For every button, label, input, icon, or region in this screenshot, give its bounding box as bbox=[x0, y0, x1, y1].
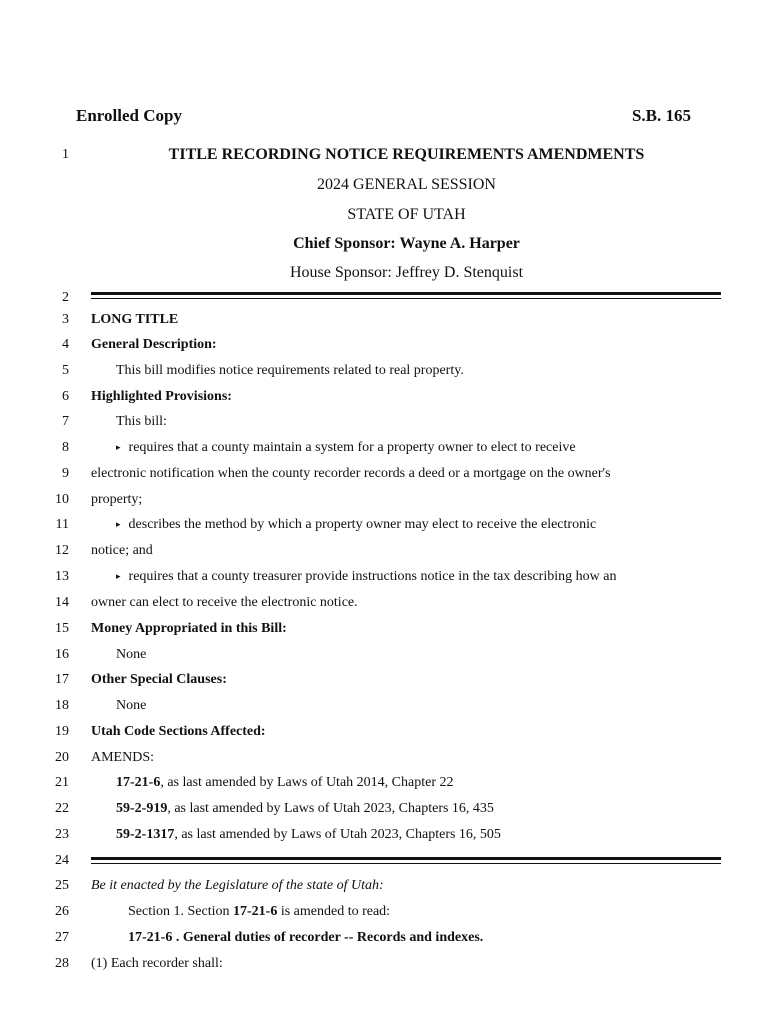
section-1-prefix: Section 1. Section bbox=[128, 904, 233, 919]
line-number: 13 bbox=[55, 569, 69, 584]
line-number: 2 bbox=[62, 290, 69, 305]
line-number: 9 bbox=[62, 466, 69, 481]
line-number: 16 bbox=[55, 647, 69, 662]
header-enrolled-copy: Enrolled Copy bbox=[76, 106, 182, 125]
section-1-suffix: is amended to read: bbox=[277, 904, 391, 919]
line-number: 17 bbox=[55, 672, 69, 687]
code-section-2 bbox=[116, 801, 494, 817]
provision-text: owner can elect to receive the electronic notice. bbox=[91, 595, 358, 610]
chief-sponsor: Chief Sponsor: Wayne A. Harper bbox=[293, 235, 520, 252]
line-number: 26 bbox=[55, 904, 69, 919]
provision-bullet-2-text: describes the method by which a property owner may elect to receive the electronic bbox=[128, 517, 597, 532]
divider-rule-bottom bbox=[91, 857, 721, 864]
code-section-2-number: 59-2-919 bbox=[116, 801, 168, 816]
code-section-1-text: , as last amended by Laws of Utah 2014, Chapter 22 bbox=[160, 775, 454, 790]
line-number: 8 bbox=[62, 440, 69, 455]
highlighted-provisions-heading: Highlighted Provisions: bbox=[91, 389, 232, 404]
general-description-heading: General Description: bbox=[91, 337, 217, 352]
section-1-code: 17-21-6 bbox=[233, 904, 278, 919]
code-section-3-text: , as last amended by Laws of Utah 2023, Chapters 16, 505 bbox=[174, 827, 501, 842]
line-number: 15 bbox=[55, 621, 69, 636]
section-heading: 17-21-6 . General duties of recorder -- Records and indexes. bbox=[128, 930, 484, 945]
code-section-2-text: , as last amended by Laws of Utah 2023, Chapters 16, 435 bbox=[167, 801, 494, 816]
line-number: 25 bbox=[55, 878, 69, 893]
line-number: 24 bbox=[55, 853, 69, 868]
line-number: 28 bbox=[55, 956, 69, 971]
code-section-3-number: 59-2-1317 bbox=[116, 827, 175, 842]
provision-bullet-1-text: requires that a county maintain a system for a property owner to elect to receive bbox=[128, 440, 576, 455]
line-number: 5 bbox=[62, 363, 69, 378]
provision-text: notice; and bbox=[91, 543, 153, 558]
code-sections-heading: Utah Code Sections Affected: bbox=[91, 724, 266, 739]
money-appropriated-value: None bbox=[116, 647, 147, 662]
provision-text: electronic notification when the county recorder records a deed or a mortgage on the owner's bbox=[91, 466, 611, 481]
money-appropriated-heading: Money Appropriated in this Bill: bbox=[91, 621, 287, 636]
line-number: 10 bbox=[55, 492, 69, 507]
line-number: 23 bbox=[55, 827, 69, 842]
header-bill-number: S.B. 165 bbox=[631, 106, 691, 125]
triangle-bullet-icon: ▸ bbox=[116, 519, 121, 529]
line-number: 18 bbox=[55, 698, 69, 713]
house-sponsor: House Sponsor: Jeffrey D. Stenquist bbox=[289, 264, 524, 281]
triangle-bullet-icon: ▸ bbox=[116, 442, 121, 452]
line-number: 22 bbox=[55, 801, 69, 816]
long-title-heading: LONG TITLE bbox=[91, 312, 179, 327]
line-number: 14 bbox=[55, 595, 69, 610]
special-clauses-heading: Other Special Clauses: bbox=[91, 672, 227, 687]
line-number: 27 bbox=[55, 930, 69, 945]
provision-bullet-3 bbox=[116, 569, 616, 585]
state-label: STATE OF UTAH bbox=[347, 206, 466, 223]
code-section-3 bbox=[116, 827, 501, 843]
line-number: 21 bbox=[55, 775, 69, 790]
provision-text: property; bbox=[91, 492, 143, 507]
amends-label: AMENDS: bbox=[91, 750, 155, 765]
line-number: 1 bbox=[62, 147, 69, 162]
line-number: 6 bbox=[62, 389, 69, 404]
subsection-1: (1) Each recorder shall: bbox=[91, 956, 223, 971]
provision-bullet-1 bbox=[116, 440, 576, 456]
enacting-clause: Be it enacted by the Legislature of the state of Utah: bbox=[91, 878, 384, 893]
divider-rule-top bbox=[91, 292, 721, 299]
special-clauses-value: None bbox=[116, 698, 147, 713]
line-number: 7 bbox=[62, 414, 69, 429]
this-bill-text: This bill: bbox=[116, 414, 167, 429]
session-label: 2024 GENERAL SESSION bbox=[317, 176, 496, 193]
line-number: 20 bbox=[55, 750, 69, 765]
line-number: 4 bbox=[62, 337, 69, 352]
line-number: 3 bbox=[62, 312, 69, 327]
triangle-bullet-icon: ▸ bbox=[116, 571, 121, 581]
line-number: 11 bbox=[55, 517, 69, 532]
section-1-intro bbox=[128, 904, 390, 920]
bill-title: TITLE RECORDING NOTICE REQUIREMENTS AMENDMENTS bbox=[168, 146, 645, 163]
code-section-1-number: 17-21-6 bbox=[116, 775, 161, 790]
description-text: This bill modifies notice requirements related to real property. bbox=[116, 363, 464, 378]
provision-bullet-2 bbox=[116, 517, 596, 533]
line-number: 12 bbox=[55, 543, 69, 558]
line-number: 19 bbox=[55, 724, 69, 739]
code-section-1 bbox=[116, 775, 453, 791]
provision-bullet-3-text: requires that a county treasurer provide instructions notice in the tax describing how an bbox=[128, 569, 617, 584]
